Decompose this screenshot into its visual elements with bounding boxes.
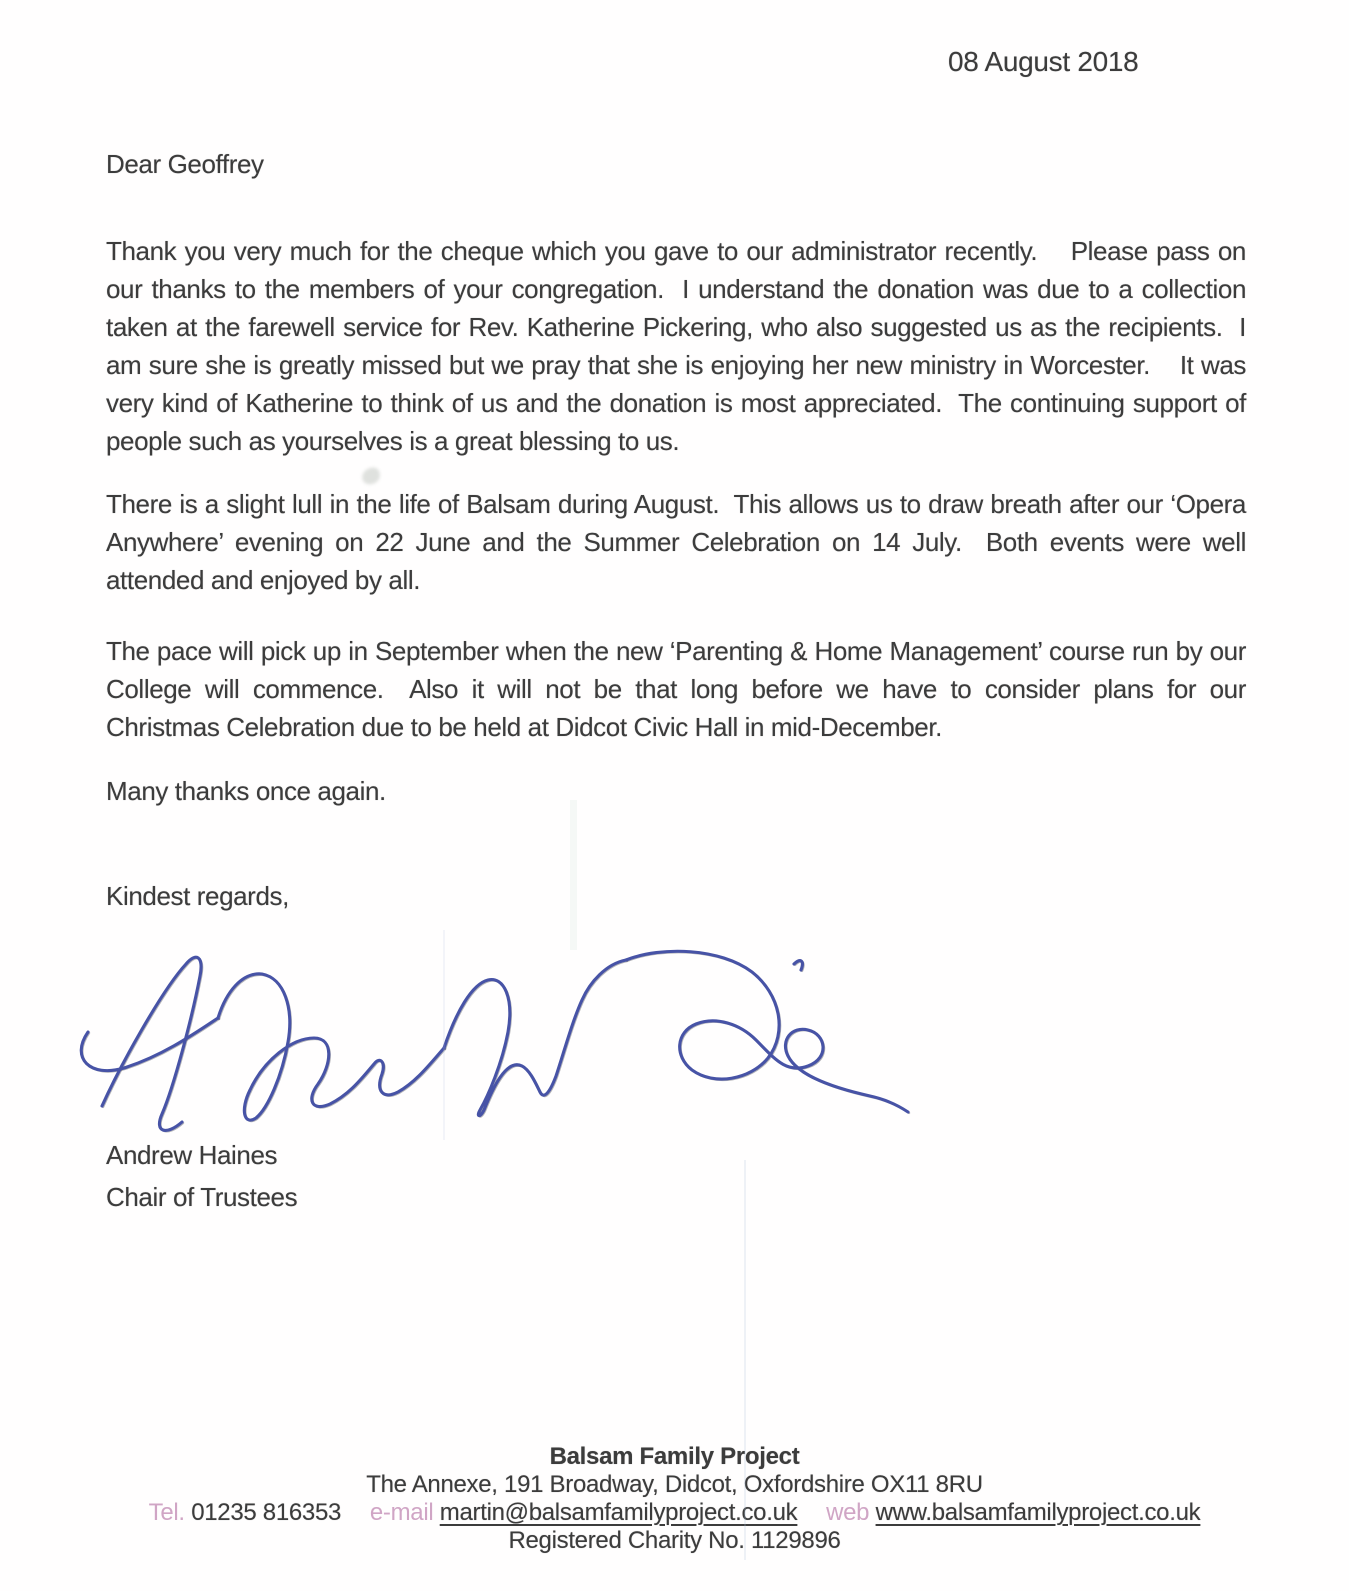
email-label: e-mail bbox=[369, 1499, 434, 1526]
salutation: Dear Geoffrey bbox=[106, 149, 264, 179]
web-label: web bbox=[826, 1499, 870, 1526]
letter-date: 08 August 2018 bbox=[948, 46, 1139, 77]
signatory-name: Andrew Haines bbox=[106, 1140, 278, 1170]
letter-body bbox=[106, 145, 1253, 915]
paragraph-august-lull: There is a slight lull in the life of Balsam during August. This allows us to draw breath after our ‘Opera Anywhere’ evening on 22 June and the Summer Celebration on 14 July. Both events were well attended and enjoyed by all. bbox=[106, 489, 1253, 595]
organisation-address: The Annexe, 191 Broadway, Didcot, Oxfordshire OX11 8RU bbox=[366, 1471, 983, 1498]
handwritten-signature bbox=[78, 938, 918, 1138]
tel-label: Tel. bbox=[148, 1499, 185, 1526]
signatory-title: Chair of Trustees bbox=[106, 1182, 298, 1212]
sign-off: Kindest regards, bbox=[106, 881, 289, 911]
letterhead-footer bbox=[0, 1443, 1349, 1555]
signatory-block bbox=[106, 1134, 297, 1218]
organisation-name: Balsam Family Project bbox=[549, 1443, 800, 1470]
closing-thanks: Many thanks once again. bbox=[106, 776, 386, 806]
web-address: www.balsamfamilyproject.co.uk bbox=[875, 1499, 1201, 1526]
email-address: martin@balsamfamilyproject.co.uk bbox=[439, 1499, 798, 1526]
paragraph-thanks-for-cheque: Thank you very much for the cheque which you gave to our administrator recently. Please pass on our thanks to the members of your congregation. I understand the donation was due to a collection taken at the farewell service for Rev. Katherine Pickering, who also suggested us as the recipients. I am sure she is greatly missed but we pray that she is enjoying her new ministry in Worcester. It was very kind of Katherine to think of us and the donation is most appreciated. The continuing support of people such as yourselves is a great blessing to us. bbox=[106, 236, 1253, 456]
contact-line bbox=[0, 1499, 1349, 1527]
charity-number-line: Registered Charity No. 1129896 bbox=[508, 1527, 841, 1554]
paragraph-september-plans: The pace will pick up in September when the new ‘Parenting & Home Management’ course run by our College will commence. Also it will not be that long before we have to consider plans for our Christmas Celebration due to be held at Didcot Civic Hall in mid-December. bbox=[106, 636, 1253, 742]
tel-number: 01235 816353 bbox=[191, 1499, 342, 1526]
